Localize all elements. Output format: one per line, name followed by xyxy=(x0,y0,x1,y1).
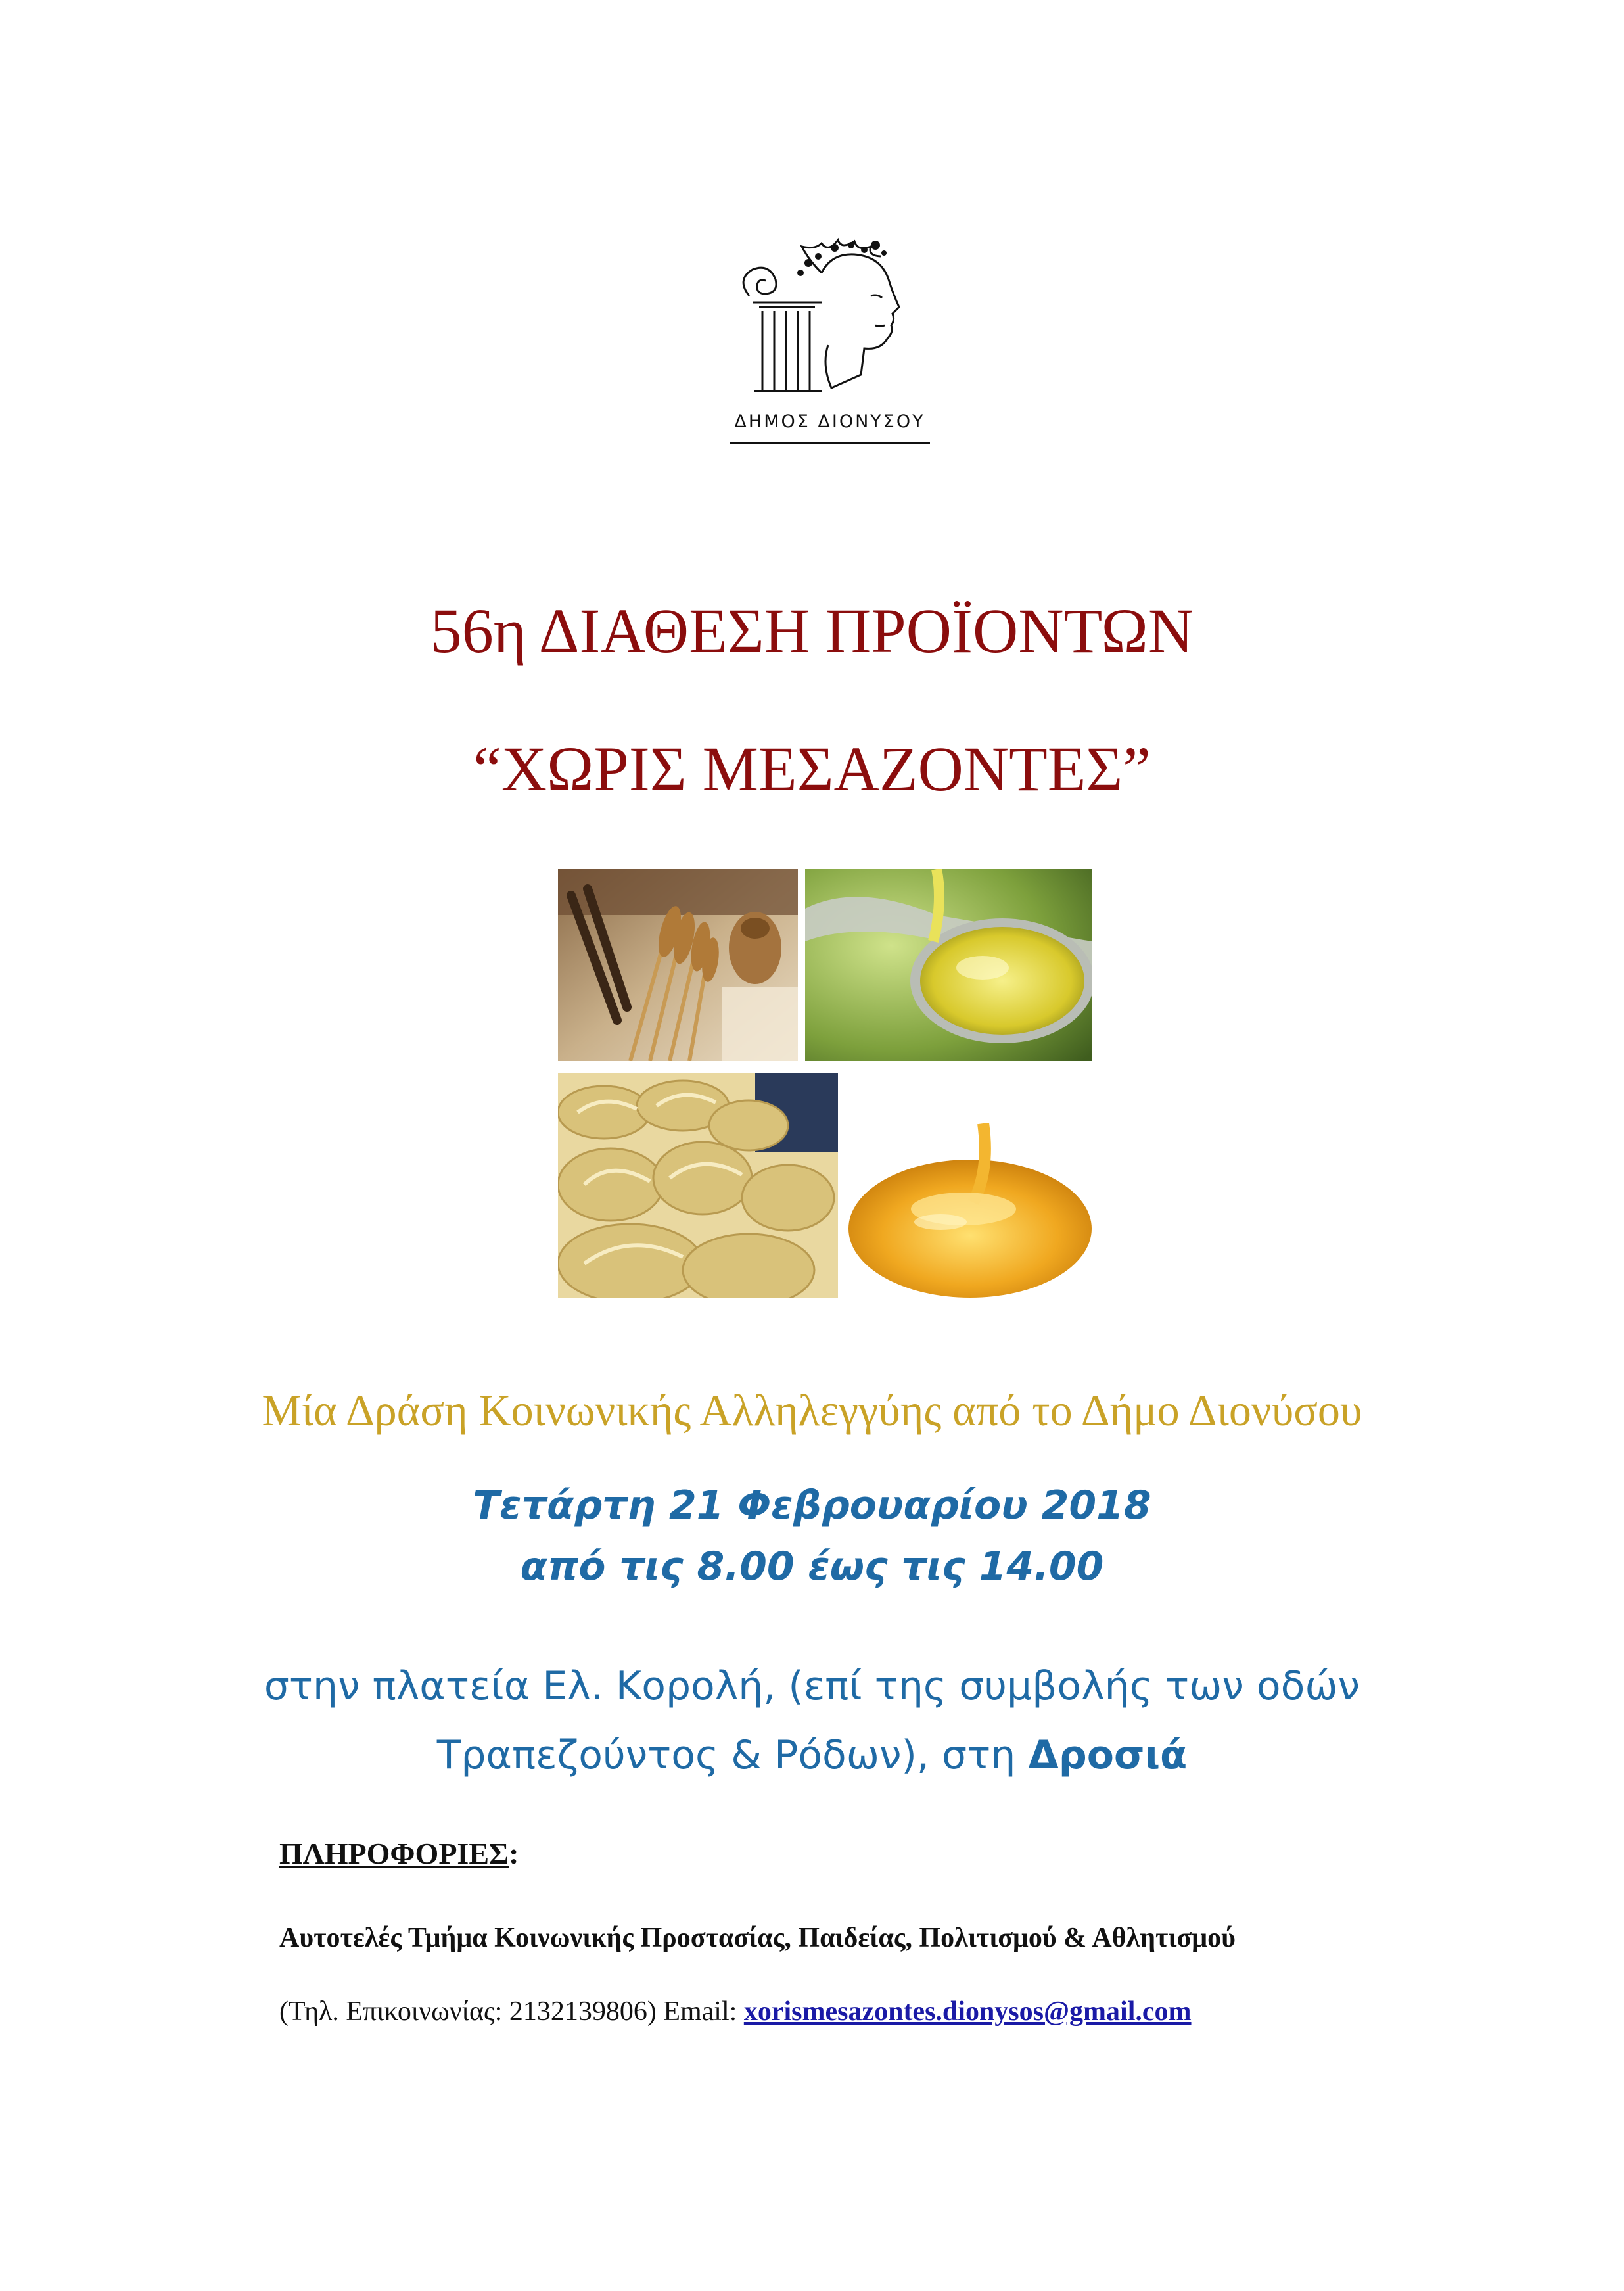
product-collage xyxy=(558,869,1092,1298)
pasta-image xyxy=(558,1073,838,1298)
event-time: από τις 8.00 έως τις 14.00 xyxy=(520,1544,1104,1590)
honey-image xyxy=(848,1123,1092,1298)
municipality-logo xyxy=(723,233,937,457)
contact-phone-text: (Τηλ. Επικοινωνίας: 2132139806) Email: xyxy=(279,1996,744,2027)
location-town: Δροσιά xyxy=(1028,1732,1188,1778)
location-text: Τραπεζούντος & Ρόδων), στη xyxy=(436,1732,1029,1778)
wheat-image xyxy=(558,869,798,1061)
info-department: Αυτοτελές Τμήμα Κοινωνικής Προστασίας, Παιδείας, Πολιτισμού & Αθλητισμού xyxy=(279,1923,1236,1953)
info-heading-colon: : xyxy=(509,1837,519,1870)
dionysus-head-column-icon xyxy=(723,233,937,411)
action-description: Μία Δράση Κοινωνικής Αλληλεγγύης από το Δήμο Διονύσου xyxy=(262,1385,1362,1435)
event-title: 56η ΔΙΑΘΕΣΗ ΠΡΟΪΟΝΤΩΝ xyxy=(430,596,1194,666)
olive-oil-image xyxy=(805,869,1092,1061)
event-date: Τετάρτη 21 Φεβρουαρίου 2018 xyxy=(473,1482,1151,1528)
event-location-line2 xyxy=(0,1722,1624,1788)
logo-text: ΔΗΜΟΣ ΔΙΟΝΥΣΟΥ xyxy=(734,412,925,432)
info-contact xyxy=(279,1992,1528,2031)
info-heading xyxy=(279,1834,1528,1874)
event-subtitle-quote: “ΧΩΡΙΣ ΜΕΣΑΖΟΝΤΕΣ” xyxy=(473,734,1151,804)
email-link[interactable]: xorismesazontes.dionysos@gmail.com xyxy=(743,1996,1192,2027)
info-heading-label: ΠΛΗΡΟΦΟΡΙΕΣ xyxy=(279,1837,509,1870)
event-location-line1: στην πλατεία Ελ. Κορολή, (επί της συμβολής των οδών xyxy=(264,1663,1360,1709)
